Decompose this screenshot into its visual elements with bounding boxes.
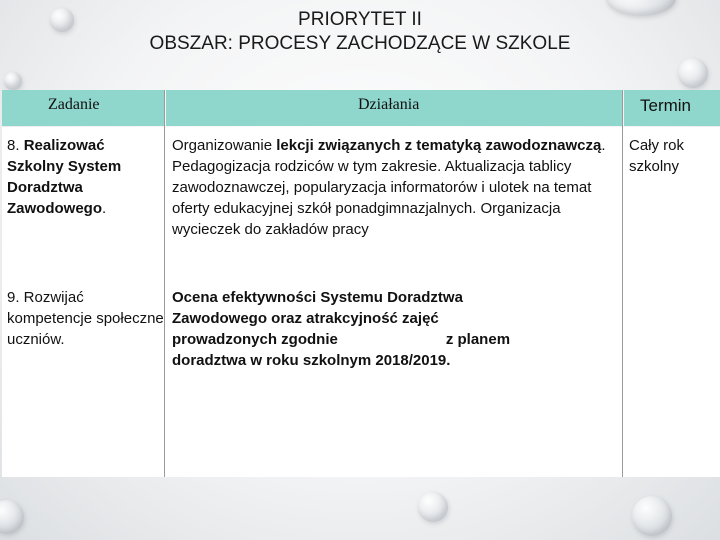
- row1-termin: Cały rok szkolny: [629, 137, 685, 175]
- decorative-drop: [0, 500, 24, 534]
- header-zadanie: Zadanie: [48, 96, 100, 113]
- row1-task: 8. Realizować Szkolny System Doradztwa Zawodowego.: [7, 137, 122, 217]
- row2-actions: Ocena efektywności Systemu Doradztwa Zawodowego oraz atrakcyjność zajęć prowadzonych zgodnie z planem doradztwa w roku szkolnym 2018/2019.: [172, 289, 511, 369]
- decorative-drop: [632, 496, 672, 536]
- column-divider: [622, 90, 623, 477]
- slide-title: PRIORYTET II: [298, 9, 422, 30]
- header-dzialania: Działania: [358, 96, 420, 113]
- slide-subtitle: OBSZAR: PROCESY ZACHODZĄCE W SZKOLE: [149, 33, 571, 54]
- decorative-drop: [418, 492, 448, 522]
- decorative-drop: [678, 58, 708, 88]
- header-termin: Termin: [640, 96, 692, 115]
- row2-task: 9. Rozwijać kompetencje społeczne uczniów.: [7, 289, 164, 348]
- decorative-drop: [4, 72, 22, 90]
- row1-actions: Organizowanie lekcji związanych z tematyką zawodoznawczą. Pedagogizacja rodziców w tym zakresie. Aktualizacja tablicy zawodoznawczej, popularyzacja informatorów i ulotek na temat oferty edukacyjnej szkół ponadgimnazjalnych. Organizacja wycieczek do zakładów pracy: [172, 137, 606, 238]
- column-divider: [164, 90, 165, 477]
